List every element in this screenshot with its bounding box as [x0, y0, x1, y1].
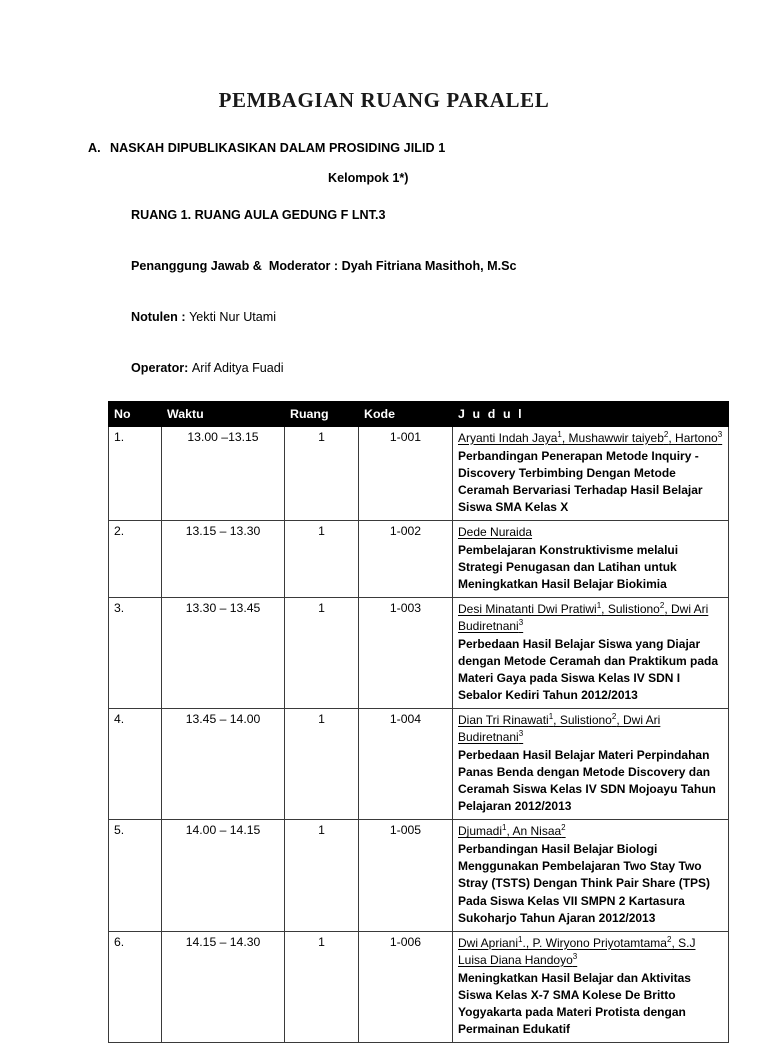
paper-title-text: Perbandingan Penerapan Metode Inquiry - Discovery Terbimbing Dengan Metode Ceramah Bervariasi Terhadap Hasil Belajar Siswa SMA Kelas X — [458, 448, 703, 514]
cell-judul — [453, 520, 729, 597]
cell-waktu: 14.00 – 14.15 — [162, 820, 285, 931]
column-header-judul: J u d u l — [453, 401, 729, 426]
paper-title-text: Pembelajaran Konstruktivisme melalui Strategi Penugasan dan Latihan untuk Meningkatkan Hasil Belajar Biokimia — [458, 542, 679, 591]
section-marker: A. — [88, 141, 101, 155]
cell-kode: 1-002 — [359, 520, 453, 597]
cell-ruang: 1 — [285, 709, 359, 820]
cell-waktu: 14.15 – 14.30 — [162, 931, 285, 1042]
table-row — [109, 520, 729, 597]
table-body — [109, 426, 729, 1042]
cell-no: 4. — [109, 709, 162, 820]
operator-line — [110, 349, 708, 387]
cell-no: 2. — [109, 520, 162, 597]
penanggung-jawab-line — [110, 247, 708, 285]
notulen-label: Notulen : — [131, 309, 190, 324]
cell-ruang: 1 — [285, 820, 359, 931]
table-row — [109, 820, 729, 931]
notulen-value: Yekti Nur Utami — [189, 309, 277, 324]
paper-title-text: Perbedaan Hasil Belajar Materi Perpindahan Panas Benda dengan Metode Discovery dan Ceramah Siswa Kelas IV SDN Mojoayu Tahun Pelajaran 2012/2013 — [458, 748, 716, 814]
cell-no: 3. — [109, 598, 162, 709]
ruang-line-text: RUANG 1. RUANG AULA GEDUNG F LNT.3 — [131, 208, 386, 223]
table-row — [109, 709, 729, 820]
authors-text: Dian Tri Rinawati$^1$, Sulistiono$^2$, Dwi Ari Budiretnani$^3$ — [458, 712, 661, 745]
schedule-table — [108, 401, 729, 1043]
cell-kode: 1-006 — [359, 931, 453, 1042]
header-info-block — [0, 142, 768, 387]
cell-judul — [453, 426, 729, 520]
penanggung-jawab-label: Penanggung Jawab & Moderator : — [131, 258, 342, 273]
section-heading — [88, 142, 708, 155]
cell-ruang: 1 — [285, 598, 359, 709]
cell-kode: 1-005 — [359, 820, 453, 931]
cell-no: 5. — [109, 820, 162, 931]
authors-text: Dwi Apriani$^1$., P. Wiryono Priyotamtama$^2$, S.J Luisa Diana Handoyo$^3$ — [458, 934, 696, 967]
column-header-no: No — [109, 401, 162, 426]
cell-no: 6. — [109, 931, 162, 1042]
ruang-line — [110, 197, 708, 235]
cell-waktu: 13.15 – 13.30 — [162, 520, 285, 597]
penanggung-jawab-value: Dyah Fitriana Masithoh, M.Sc — [341, 258, 517, 273]
notulen-line — [110, 298, 708, 336]
column-header-ruang: Ruang — [285, 401, 359, 426]
cell-ruang: 1 — [285, 426, 359, 520]
column-header-waktu: Waktu — [162, 401, 285, 426]
kelompok-label: Kelompok 1*) — [328, 170, 409, 185]
authors-text: Aryanti Indah Jaya$^1$, Mushawwir taiyeb$^2$, Hartono$^3$ — [458, 429, 723, 445]
operator-value: Arif Aditya Fuadi — [191, 360, 284, 375]
schedule-table-wrapper — [0, 401, 768, 1043]
column-header-kode: Kode — [359, 401, 453, 426]
section-heading-text: NASKAH DIPUBLIKASIKAN DALAM PROSIDING JILID 1 — [110, 141, 446, 155]
cell-waktu: 13.30 – 13.45 — [162, 598, 285, 709]
cell-judul — [453, 820, 729, 931]
cell-no: 1. — [109, 426, 162, 520]
authors-text: Desi Minatanti Dwi Pratiwi$^1$, Sulistiono$^2$, Dwi Ari Budiretnani$^3$ — [458, 601, 709, 634]
paper-title-text: Perbandingan Hasil Belajar Biologi Menggunakan Pembelajaran Two Stay Two Stray (TSTS) Dengan Think Pair Share (TPS) Pada Siswa Kelas VII SMPN 2 Kartasura Sukoharjo Tahun Ajaran 2012/2013 — [458, 842, 711, 925]
operator-label: Operator: — [131, 360, 192, 375]
paper-title-text: Meningkatkan Hasil Belajar dan Aktivitas Siswa Kelas X-7 SMA Kolese De Britto Yogyakarta pada Materi Protista dengan Permainan Edukatif — [458, 970, 691, 1036]
table-header-row — [109, 401, 729, 426]
cell-judul — [453, 709, 729, 820]
table-header — [109, 401, 729, 426]
cell-kode: 1-001 — [359, 426, 453, 520]
cell-kode: 1-003 — [359, 598, 453, 709]
cell-waktu: 13.45 – 14.00 — [162, 709, 285, 820]
paper-title-text: Perbedaan Hasil Belajar Siswa yang Diajar dengan Metode Ceramah dan Praktikum pada Materi Gaya pada Siswa Kelas IV SDN I Sebalor Kediri Tahun 2012/2013 — [458, 637, 719, 703]
cell-judul — [453, 598, 729, 709]
table-row — [109, 426, 729, 520]
page-title: PEMBAGIAN RUANG PARALEL — [218, 88, 550, 112]
table-row — [109, 598, 729, 709]
authors-text: Dede Nuraida — [458, 524, 533, 539]
cell-ruang: 1 — [285, 520, 359, 597]
authors-text: Djumadi$^1$, An Nisaa$^2$ — [458, 823, 566, 839]
cell-kode: 1-004 — [359, 709, 453, 820]
cell-waktu: 13.00 –13.15 — [162, 426, 285, 520]
table-row — [109, 931, 729, 1042]
cell-ruang: 1 — [285, 931, 359, 1042]
cell-judul — [453, 931, 729, 1042]
